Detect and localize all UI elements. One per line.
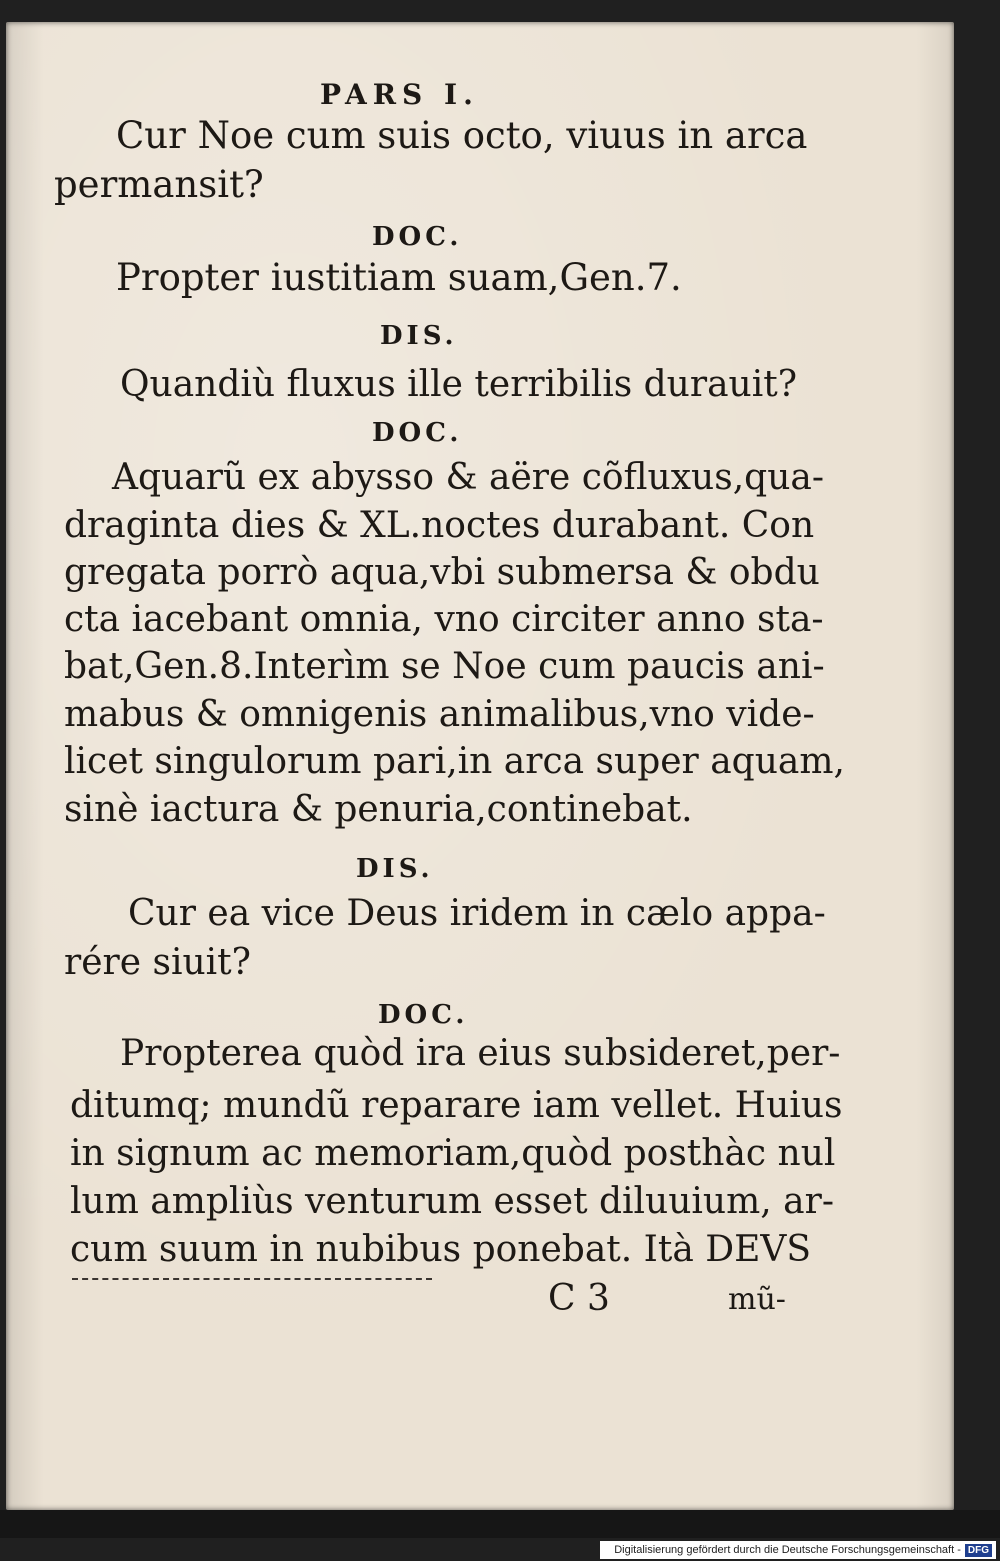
text-line: sinè iactura & penuria,continebat. <box>64 789 693 830</box>
text-line: Cur Noe cum suis octo, viuus in arca <box>116 114 808 157</box>
scan-edge-shadow <box>0 1510 1000 1538</box>
text-line: in signum ac memoriam,quòd posthàc nul <box>70 1133 836 1174</box>
dfg-logo: DFG <box>965 1544 992 1557</box>
speaker-label: DOC. <box>372 418 463 448</box>
text-line: mabus & omnigenis animalibus,vno vide- <box>64 694 815 735</box>
running-header: PARS I. <box>320 78 479 111</box>
text-line: Propterea quòd ira eius subsideret,per- <box>120 1033 841 1074</box>
funding-text: Digitalisierung gefördert durch die Deutsche Forschungsgemeinschaft - <box>614 1544 961 1556</box>
text-line: Aquarũ ex abysso & aëre cõfluxus,qua- <box>112 457 825 498</box>
text-line: Cur ea vice Deus iridem in cælo appa- <box>128 893 826 934</box>
text-line: draginta dies & XL.noctes durabant. Con <box>64 505 815 546</box>
speaker-label: DOC. <box>372 222 463 252</box>
text-line: Propter iustitiam suam,Gen.7. <box>116 256 682 299</box>
speaker-label: DOC. <box>378 1000 469 1030</box>
underline-rule <box>72 1278 432 1280</box>
text-line: gregata porrò aqua,vbi submersa & obdu <box>64 552 820 593</box>
text-line: cum suum in nubibus ponebat. Ità DEVS <box>70 1229 812 1270</box>
text-line: rére siuit? <box>64 942 251 983</box>
text-line: licet singulorum pari,in arca super aquam, <box>64 741 845 782</box>
text-line: bat,Gen.8.Interìm se Noe cum paucis ani- <box>64 646 825 687</box>
text-line: permansit? <box>54 163 264 206</box>
text-line: cta iacebant omnia, vno circiter anno sta- <box>64 599 824 640</box>
text-line: lum ampliùs venturum esset diluuium, ar- <box>70 1181 834 1222</box>
text-line: ditumq; mundũ reparare iam vellet. Huius <box>70 1085 843 1126</box>
speaker-label: DIS. <box>380 321 458 351</box>
signature-mark: C 3 <box>548 1278 610 1319</box>
speaker-label: DIS. <box>356 854 434 884</box>
catchword: mũ- <box>728 1282 786 1317</box>
funding-footer <box>600 1541 996 1559</box>
text-line: Quandiù fluxus ille terribilis durauit? <box>120 364 798 405</box>
